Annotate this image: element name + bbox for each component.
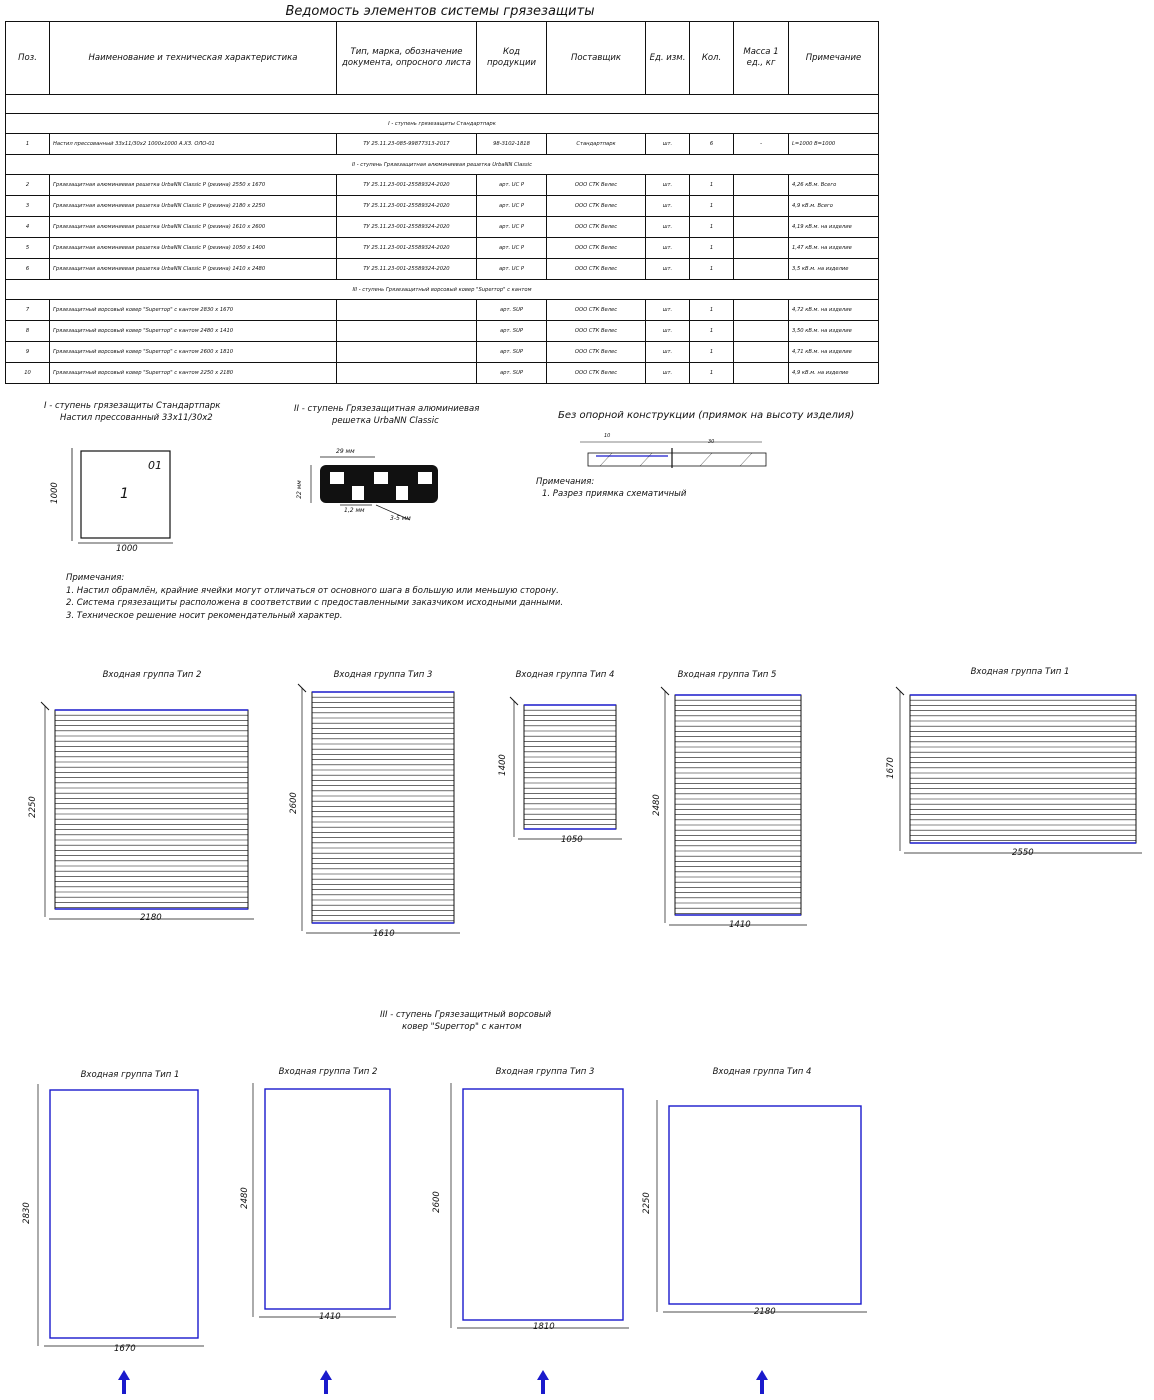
- grate-frame: [910, 695, 1136, 843]
- carpet-type3-label: Входная группа Тип 3: [495, 1067, 595, 1077]
- table-header-cell: Тип, марка, обозначение документа, опросного листа: [337, 22, 477, 95]
- table-cell: Грязезащитный ворсовый ковер "Superтор" с кантом 2830 х 1670: [50, 300, 337, 321]
- table-cell: 4,9 кВ.м. на изделие: [789, 363, 879, 384]
- section-note-1: 1. Разрез приямка схематичный: [542, 489, 687, 499]
- grate-type2-label: Входная группа Тип 2: [102, 670, 202, 680]
- section-mark-b: 30: [708, 439, 715, 445]
- table-cell: 1: [690, 259, 734, 280]
- table-cell: Грязезащитный ворсовый ковер "Superтор" с кантом 2250 х 2180: [50, 363, 337, 384]
- table-cell: 1: [690, 217, 734, 238]
- table-cell: 1: [690, 300, 734, 321]
- table-cell: Грязезащитный ворсовый ковер "Superтор" с кантом 2480 х 1410: [50, 321, 337, 342]
- table-cell: ООО СТК Велес: [547, 259, 646, 280]
- table-cell: 4,9 кВ.м. Всего: [789, 196, 879, 217]
- table-cell: 2: [6, 175, 50, 196]
- table-section-title: III - ступень Грязезащитный ворсовый ковер "Superтор" с кантом: [6, 280, 879, 300]
- table-cell: ООО СТК Велес: [547, 238, 646, 259]
- table-cell: Грязезащитная алюминиевая решетка UrbaNN Classic P (резина) 2180 х 2250: [50, 196, 337, 217]
- table-cell: ТУ 25.11.23-001-25589324-2020: [337, 217, 477, 238]
- table-cell: ООО СТК Велес: [547, 321, 646, 342]
- table-cell: 4,19 кВ.м. на изделие: [789, 217, 879, 238]
- table-cell: ТУ 25.11.23-001-25589324-2020: [337, 238, 477, 259]
- table-header-cell: Примечание: [789, 22, 879, 95]
- table-cell: 8: [6, 321, 50, 342]
- grate-type4-dim-w: 1050: [561, 835, 583, 845]
- table-cell: ООО СТК Велес: [547, 217, 646, 238]
- sheet-title: Ведомость элементов системы грязезащиты: [285, 4, 595, 19]
- table-cell: шт.: [646, 300, 690, 321]
- table-cell: 1: [690, 363, 734, 384]
- table-cell: ООО СТК Велес: [547, 300, 646, 321]
- grate-frame: [55, 710, 248, 909]
- table-cell: 3,50 кВ.м. на изделие: [789, 321, 879, 342]
- table-cell: шт.: [646, 259, 690, 280]
- grate-type5-dim-h: 2480: [651, 794, 662, 816]
- grate-panel: [661, 687, 807, 925]
- table-cell: Грязезащитная алюминиевая решетка UrbaNN Classic P (резина) 1410 х 2480: [50, 259, 337, 280]
- table-cell: ООО СТК Велес: [547, 363, 646, 384]
- carpet-type2-dim-w: 1410: [319, 1312, 341, 1322]
- table-cell: ООО СТК Велес: [547, 196, 646, 217]
- carpet-frame: [669, 1106, 861, 1304]
- table-cell: 5: [6, 238, 50, 259]
- stage2-dim-12: 1,2 мм: [344, 507, 365, 514]
- table-cell: Грязезащитный ворсовый ковер "Superтор" с кантом 2600 х 1810: [50, 342, 337, 363]
- entrance-arrow-icon: [118, 1370, 130, 1394]
- entrance-arrow-icon: [756, 1370, 768, 1394]
- table-cell: ТУ 25.11.23-085-99877313-2017: [337, 134, 477, 155]
- carpets-layer: [38, 1083, 867, 1346]
- grate-type3-label: Входная группа Тип 3: [333, 670, 433, 680]
- table-cell: 4,26 кВ.м. Всего: [789, 175, 879, 196]
- stage3-title-1: III - ступень Грязезащитный ворсовый: [380, 1010, 552, 1020]
- table-section-title: II - ступень Грязезащитная алюминиевая решетка UrbaNN Classic: [6, 155, 879, 175]
- grate-panel: [298, 684, 460, 933]
- carpet-panel: [451, 1083, 629, 1328]
- entrance-arrow-icon: [320, 1370, 332, 1394]
- grate-type5-dim-w: 1410: [729, 920, 751, 930]
- table-cell: арт. SUP: [477, 363, 547, 384]
- table-cell: 4,71 кВ.м. на изделие: [789, 342, 879, 363]
- carpet-type3-dim-h: 2600: [431, 1191, 442, 1213]
- grate-frame: [312, 692, 454, 923]
- grate-panel: [510, 697, 622, 839]
- grate-type3-dim-h: 2600: [288, 792, 299, 814]
- carpet-frame: [265, 1089, 390, 1309]
- table-cell: арт. UC P: [477, 217, 547, 238]
- table-cell: 1: [690, 342, 734, 363]
- grate-type2-dim-h: 2250: [27, 796, 38, 818]
- table-header-cell: Кол.: [690, 22, 734, 95]
- grate-type1-dim-w: 2550: [1012, 848, 1034, 858]
- table-header-cell: Наименование и техническая характеристика: [50, 22, 337, 95]
- stage1-dim-height: 1000: [49, 482, 60, 504]
- table-header-cell: Поставщик: [547, 22, 646, 95]
- note-2: 2. Система грязезащиты расположена в соответствии с предоставленными заказчиком исходными данными.: [66, 598, 564, 608]
- stage3-title-2: ковер "Superтор" с кантом: [402, 1022, 522, 1032]
- section-detail-title: Без опорной конструкции (приямок на высоту изделия): [558, 410, 855, 421]
- table-cell: Грязезащитная алюминиевая решетка UrbaNN Classic P (резина) 1050 х 1400: [50, 238, 337, 259]
- carpet-type1-dim-w: 1670: [114, 1344, 136, 1354]
- carpet-type4-label: Входная группа Тип 4: [712, 1067, 812, 1077]
- table-cell: шт.: [646, 217, 690, 238]
- table-cell: ТУ 25.11.23-001-25589324-2020: [337, 175, 477, 196]
- table-cell: 7: [6, 300, 50, 321]
- table-cell: 1: [6, 134, 50, 155]
- table-cell: L=1000 В=1000: [789, 134, 879, 155]
- table-cell: шт.: [646, 175, 690, 196]
- stage1-dim-width: 1000: [116, 544, 138, 554]
- stage1-mark: 1: [120, 486, 129, 502]
- table-cell: шт.: [646, 134, 690, 155]
- carpet-panel: [657, 1100, 867, 1312]
- carpet-type3-dim-w: 1810: [533, 1322, 555, 1332]
- table-cell: 6: [690, 134, 734, 155]
- table-cell: 9: [6, 342, 50, 363]
- grate-type4-dim-h: 1400: [497, 754, 508, 776]
- table-section-title: I - ступень грязезащиты Стандартпарк: [6, 114, 879, 134]
- table-header-cell: Масса 1 ед., кг: [734, 22, 789, 95]
- carpet-type2-dim-h: 2480: [239, 1187, 250, 1209]
- notes-title: Примечания:: [66, 573, 125, 583]
- table-cell: арт. SUP: [477, 300, 547, 321]
- table-cell: 1: [690, 196, 734, 217]
- table-cell: шт.: [646, 238, 690, 259]
- grate-type2-dim-w: 2180: [140, 913, 162, 923]
- table-cell: шт.: [646, 321, 690, 342]
- table-cell: арт. UC P: [477, 175, 547, 196]
- table-cell: 1,47 кВ.м. на изделие: [789, 238, 879, 259]
- table-cell: шт.: [646, 363, 690, 384]
- stage1-title-2: Настил прессованный 33х11/30х2: [60, 413, 213, 423]
- table-cell: 4,72 кВ.м. на изделие: [789, 300, 879, 321]
- table-header-cell: Ед. изм.: [646, 22, 690, 95]
- carpet-type1-label: Входная группа Тип 1: [80, 1070, 180, 1080]
- grate-type4-label: Входная группа Тип 4: [515, 670, 615, 680]
- table-cell: Стандартпарк: [547, 134, 646, 155]
- note-1: 1. Настил обрамлён, крайние ячейки могут отличаться от основного шага в большую или меньшую сторону.: [66, 586, 559, 596]
- table-cell: 10: [6, 363, 50, 384]
- table-cell: Грязезащитная алюминиевая решетка UrbaNN Classic P (резина) 2550 х 1670: [50, 175, 337, 196]
- table-cell: 1: [690, 321, 734, 342]
- carpet-type1-dim-h: 2830: [21, 1202, 32, 1224]
- section-detail-drawing: [580, 442, 766, 468]
- stage2-dim-35-line: [376, 505, 410, 520]
- stage2-dim-22: 22 мм: [295, 480, 303, 499]
- table-header-cell: Поз.: [6, 22, 50, 95]
- table-cell: шт.: [646, 342, 690, 363]
- carpet-type4-dim-w: 2180: [754, 1307, 776, 1317]
- carpet-frame: [50, 1090, 198, 1338]
- carpet-type4-dim-h: 2250: [641, 1192, 652, 1214]
- table-header-cell: Код продукции: [477, 22, 547, 95]
- carpet-type2-label: Входная группа Тип 2: [278, 1067, 378, 1077]
- table-cell: арт. UC P: [477, 259, 547, 280]
- table-cell: ООО СТК Велес: [547, 175, 646, 196]
- stage2-title-1: II - ступень Грязезащитная алюминиевая: [294, 404, 480, 414]
- table-cell: Грязезащитная алюминиевая решетка UrbaNN Classic P (резина) 1610 х 2600: [50, 217, 337, 238]
- stage1-plate: [81, 451, 170, 538]
- table-cell: 3,5 кВ.м. на изделие: [789, 259, 879, 280]
- carpet-frame: [463, 1089, 623, 1320]
- table-cell: шт.: [646, 196, 690, 217]
- entrance-arrow-icon: [537, 1370, 549, 1394]
- table-cell: 4: [6, 217, 50, 238]
- table-cell: арт. SUP: [477, 342, 547, 363]
- grate-type5-label: Входная группа Тип 5: [677, 670, 777, 680]
- table-cell: 1: [690, 175, 734, 196]
- grate-type1-dim-h: 1670: [885, 757, 896, 779]
- stage2-dim-35: 3-5 мм: [390, 515, 411, 522]
- note-3: 3. Техническое решение носит рекомендательный характер.: [66, 611, 343, 621]
- grate-frame: [524, 705, 616, 829]
- table-cell: 6: [6, 259, 50, 280]
- grates-layer: [41, 684, 1142, 933]
- section-note-title: Примечания:: [536, 477, 595, 487]
- table-cell: ООО СТК Велес: [547, 342, 646, 363]
- stage1-title-1: I - ступень грязезащиты Стандартпарк: [44, 401, 221, 411]
- stage2-title-2: решетка UrbaNN Classic: [332, 416, 439, 426]
- stage2-dim-29: 29 мм: [336, 448, 355, 455]
- grate-panel: [41, 702, 254, 919]
- stage2-profile: [320, 465, 438, 503]
- table-cell: 1: [690, 238, 734, 259]
- table-cell: 98-3102-1818: [477, 134, 547, 155]
- stage1-number: 01: [148, 459, 162, 472]
- table-cell: -: [734, 134, 789, 155]
- table-cell: Настил прессованный 33х11/30х2 1000х1000 А.ХЗ. ОЛО-01: [50, 134, 337, 155]
- carpet-panel: [38, 1084, 204, 1346]
- carpet-panel: [253, 1083, 396, 1317]
- grate-type1-label: Входная группа Тип 1: [970, 667, 1070, 677]
- table-cell: арт. UC P: [477, 196, 547, 217]
- table-cell: арт. SUP: [477, 321, 547, 342]
- grate-type3-dim-w: 1610: [373, 929, 395, 939]
- table-cell: ТУ 25.11.23-001-25589324-2020: [337, 196, 477, 217]
- table-cell: арт. UC P: [477, 238, 547, 259]
- table-cell: ТУ 25.11.23-001-25589324-2020: [337, 259, 477, 280]
- grate-panel: [896, 687, 1142, 853]
- section-mark-a: 10: [604, 433, 611, 439]
- table-cell: 3: [6, 196, 50, 217]
